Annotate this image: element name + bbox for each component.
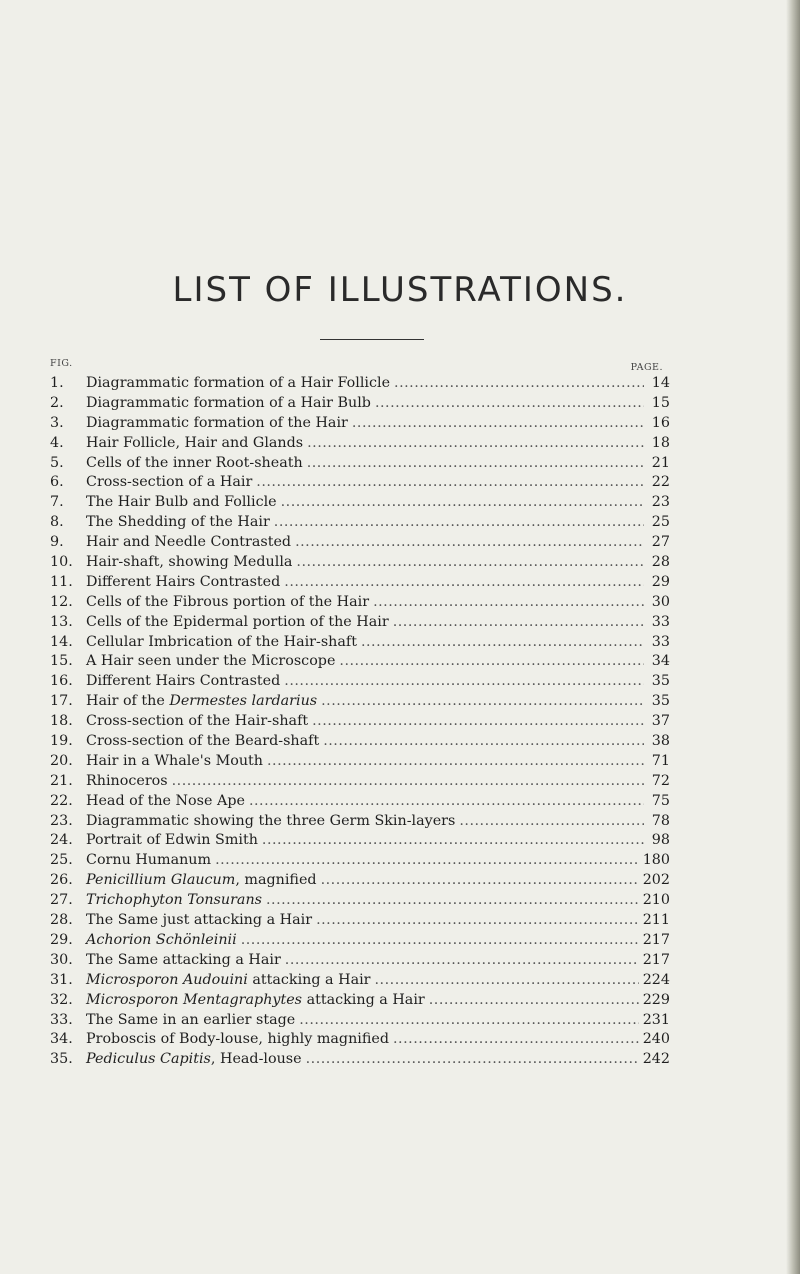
figure-number: 12. — [50, 593, 73, 610]
figure-title — [86, 713, 308, 729]
figure-number: 34. — [50, 1031, 73, 1048]
figure-number: 30. — [50, 951, 73, 968]
figure-number: 33. — [50, 1011, 73, 1028]
figure-title-text: Cross-section of the Hair-shaft — [86, 713, 309, 730]
list-item — [50, 1031, 670, 1051]
list-item — [50, 872, 670, 892]
list-item — [50, 773, 670, 793]
figure-title-text: The Shedding of the Hair — [86, 514, 270, 531]
leader-dots — [339, 653, 644, 669]
figure-number: 31. — [50, 971, 73, 988]
figure-title-text: Portrait of Edwin Smith — [86, 832, 258, 849]
figure-number: 4. — [50, 434, 64, 451]
leader-dots — [393, 614, 644, 630]
page-number: 28 — [651, 554, 670, 571]
list-item — [50, 832, 670, 852]
figure-number: 10. — [50, 554, 73, 571]
figure-title — [86, 693, 317, 709]
figure-title-text: Hair in a Whale's Mouth — [86, 752, 264, 769]
figure-number: 18. — [50, 713, 73, 730]
page-number: 229 — [642, 991, 670, 1008]
figure-title-italic: Pediculus Capitis — [86, 1051, 211, 1068]
figure-title — [86, 832, 258, 848]
figure-title — [86, 514, 270, 530]
list-item — [50, 594, 670, 614]
page-number: 202 — [642, 872, 670, 889]
leader-dots — [321, 693, 644, 709]
page-number: 217 — [642, 931, 670, 948]
title-divider — [320, 339, 424, 340]
figure-title — [86, 554, 292, 570]
page-number: 14 — [651, 375, 670, 391]
leader-dots — [215, 852, 639, 868]
figure-title — [86, 1031, 389, 1047]
list-item — [50, 455, 670, 475]
figure-title-text: Cells of the inner Root-sheath — [86, 454, 303, 471]
figure-title — [86, 793, 245, 809]
figure-title-italic: Dermestes lardarius — [169, 693, 318, 710]
figure-number: 22. — [50, 792, 73, 809]
figure-title-text: Different Hairs Contrasted — [86, 673, 281, 690]
figure-number: 32. — [50, 991, 73, 1008]
page-number: 75 — [651, 792, 670, 809]
figure-title — [86, 395, 371, 411]
list-item — [50, 892, 670, 912]
figure-title-text: Cross-section of the Beard-shaft — [86, 733, 320, 750]
figure-title-text: Hair of the — [86, 693, 170, 710]
page-number: 78 — [651, 812, 670, 829]
page-number: 25 — [651, 514, 670, 531]
figure-title-text: Cross-section of a Hair — [86, 474, 253, 491]
page-number: 98 — [651, 832, 670, 849]
figure-title — [86, 753, 263, 769]
leader-dots — [373, 594, 644, 610]
page-number: 16 — [651, 414, 670, 431]
page-number: 30 — [651, 593, 670, 610]
list-item — [50, 733, 670, 753]
page-number: 180 — [642, 852, 670, 869]
leader-dots — [316, 912, 639, 928]
leader-dots — [267, 753, 644, 769]
figure-title — [86, 733, 319, 749]
leader-dots — [241, 932, 639, 948]
figure-title — [86, 653, 335, 669]
figure-title — [86, 1051, 302, 1067]
leader-dots — [262, 832, 644, 848]
list-item — [50, 653, 670, 673]
list-item — [50, 574, 670, 594]
figure-title-text: Diagrammatic formation of a Hair Bulb — [86, 394, 371, 411]
figure-title-italic: Microsporon Audouini — [86, 971, 248, 988]
page-number: 71 — [651, 752, 670, 769]
list-item — [50, 435, 670, 455]
leader-dots — [394, 375, 644, 391]
figure-title-text: Hair Follicle, Hair and Glands — [86, 434, 304, 451]
figure-title — [86, 534, 291, 550]
figure-title-text: Head of the Nose Ape — [86, 792, 245, 809]
figure-number: 14. — [50, 633, 73, 650]
figure-title-text: Cellular Imbrication of the Hair-shaft — [86, 633, 357, 650]
figure-number: 1. — [50, 375, 64, 391]
list-item — [50, 614, 670, 634]
figure-title-text: The Hair Bulb and Follicle — [86, 494, 277, 511]
figure-title-text: Cells of the Fibrous portion of the Hair — [86, 593, 370, 610]
figure-number: 3. — [50, 414, 64, 431]
list-item — [50, 693, 670, 713]
leader-dots — [296, 554, 644, 570]
figure-title — [86, 594, 369, 610]
leader-dots — [312, 713, 644, 729]
figure-number: 11. — [50, 573, 73, 590]
leader-dots — [284, 673, 644, 689]
figure-number: 26. — [50, 872, 73, 889]
list-item — [50, 514, 670, 534]
figure-title-text: The Same attacking a Hair — [86, 951, 281, 968]
figure-title-text: attacking a Hair — [247, 971, 371, 988]
figure-number: 21. — [50, 772, 73, 789]
figure-title-text: Proboscis of Body-louse, highly magnified — [86, 1031, 390, 1048]
figure-title-text: Hair and Needle Contrasted — [86, 534, 292, 551]
leader-dots — [256, 474, 644, 490]
figure-title — [86, 852, 211, 868]
page-number: 27 — [651, 534, 670, 551]
list-item — [50, 494, 670, 514]
leader-dots — [393, 1031, 639, 1047]
figure-title — [86, 992, 425, 1008]
leader-dots — [299, 1012, 638, 1028]
figure-title-text: Rhinoceros — [86, 772, 168, 789]
figure-number: 15. — [50, 653, 73, 670]
list-item — [50, 852, 670, 872]
leader-dots — [249, 793, 644, 809]
page-number: 210 — [642, 892, 670, 909]
page-number: 23 — [651, 494, 670, 511]
figure-number: 19. — [50, 733, 73, 750]
figure-title — [86, 474, 252, 490]
leader-dots — [285, 952, 639, 968]
figure-title — [86, 1012, 295, 1028]
list-item — [50, 813, 670, 833]
figure-title-text: A Hair seen under the Microscope — [86, 653, 336, 670]
list-item — [50, 534, 670, 554]
page-number: 38 — [651, 733, 670, 750]
fig-column-header: FIG. — [50, 358, 73, 369]
page-number: 242 — [642, 1051, 670, 1068]
figure-title-text: Diagrammatic showing the three Germ Skin-layers — [86, 812, 456, 829]
leader-dots — [306, 1051, 639, 1067]
figure-title-text: Diagrammatic formation of the Hair — [86, 414, 348, 431]
list-item — [50, 932, 670, 952]
page-number: 224 — [642, 971, 670, 988]
leader-dots — [284, 574, 644, 590]
list-item — [50, 554, 670, 574]
figure-number: 2. — [50, 394, 64, 411]
figure-number: 17. — [50, 693, 73, 710]
page-number: 217 — [642, 951, 670, 968]
figure-title-text: Hair-shaft, showing Medulla — [86, 554, 293, 571]
figure-title-italic: Trichophyton Tonsurans — [86, 892, 262, 909]
figure-title-italic: Achorion Schönleinii — [86, 931, 237, 948]
page-number: 34 — [651, 653, 670, 670]
figure-number: 16. — [50, 673, 73, 690]
figure-title — [86, 574, 280, 590]
list-item — [50, 415, 670, 435]
figure-number: 28. — [50, 912, 73, 929]
page-title: LIST OF ILLUSTRATIONS. — [172, 270, 628, 310]
figure-title — [86, 614, 389, 630]
list-item — [50, 912, 670, 932]
page-number: 35 — [651, 693, 670, 710]
figure-title — [86, 932, 237, 948]
figure-number: 7. — [50, 494, 64, 511]
figure-title-text: Different Hairs Contrasted — [86, 573, 281, 590]
figure-title — [86, 494, 277, 510]
figure-title — [86, 872, 317, 888]
figure-title — [86, 415, 348, 431]
leader-dots — [361, 634, 644, 650]
figure-number: 5. — [50, 454, 64, 471]
figure-title-text: attacking a Hair — [302, 991, 425, 1008]
figure-title — [86, 375, 390, 391]
figure-title-text: Cells of the Epidermal portion of the Hair — [86, 613, 389, 630]
figure-number: 9. — [50, 534, 64, 551]
leader-dots — [274, 514, 644, 530]
list-item — [50, 952, 670, 972]
figure-number: 6. — [50, 474, 64, 491]
figure-title-text: The Same in an earlier stage — [86, 1011, 296, 1028]
figure-title — [86, 912, 312, 928]
figure-title — [86, 435, 303, 451]
page-number: 15 — [651, 394, 670, 411]
figure-number: 8. — [50, 514, 64, 531]
page-number: 33 — [651, 633, 670, 650]
page-number: 72 — [651, 772, 670, 789]
figure-number: 29. — [50, 931, 73, 948]
leader-dots — [307, 455, 644, 471]
list-item — [50, 753, 670, 773]
list-item — [50, 375, 670, 395]
figure-title-text: The Same just attacking a Hair — [86, 912, 313, 929]
page-number: 37 — [651, 713, 670, 730]
figure-number: 35. — [50, 1051, 73, 1068]
list-item — [50, 1012, 670, 1032]
page-number: 18 — [651, 434, 670, 451]
list-item — [50, 474, 670, 494]
figure-number: 23. — [50, 812, 73, 829]
figure-title — [86, 634, 357, 650]
leader-dots — [266, 892, 639, 908]
figure-title — [86, 952, 281, 968]
illustrations-list — [50, 375, 670, 1071]
figure-title-text: , Head-louse — [210, 1051, 302, 1068]
page-number: 29 — [651, 573, 670, 590]
leader-dots — [307, 435, 644, 451]
figure-number: 24. — [50, 832, 73, 849]
leader-dots — [375, 395, 644, 411]
list-item — [50, 395, 670, 415]
figure-number: 13. — [50, 613, 73, 630]
page-number: 21 — [651, 454, 670, 471]
figure-number: 20. — [50, 752, 73, 769]
leader-dots — [429, 992, 639, 1008]
page-edge-shadow — [786, 0, 800, 1274]
page-number: 240 — [642, 1031, 670, 1048]
leader-dots — [375, 972, 639, 988]
figure-title — [86, 773, 168, 789]
list-item — [50, 793, 670, 813]
figure-title-italic: Microsporon Mentagraphytes — [86, 991, 303, 1008]
page-number: 22 — [651, 474, 670, 491]
leader-dots — [321, 872, 639, 888]
figure-title-italic: Penicillium Glaucum — [86, 872, 236, 889]
figure-title — [86, 673, 280, 689]
page-number: 33 — [651, 613, 670, 630]
figure-number: 27. — [50, 892, 73, 909]
page-column-header: PAGE. — [630, 362, 663, 373]
list-item — [50, 1051, 670, 1071]
list-item — [50, 713, 670, 733]
figure-number: 25. — [50, 852, 73, 869]
list-item — [50, 673, 670, 693]
page-number: 35 — [651, 673, 670, 690]
figure-title — [86, 813, 455, 829]
figure-title — [86, 892, 262, 908]
list-item — [50, 992, 670, 1012]
leader-dots — [172, 773, 644, 789]
figure-title — [86, 972, 371, 988]
leader-dots — [323, 733, 644, 749]
page-number: 211 — [642, 912, 670, 929]
list-item — [50, 972, 670, 992]
figure-title-text: Diagrammatic formation of a Hair Follicle — [86, 375, 391, 391]
figure-title-text: , magnified — [235, 872, 317, 889]
leader-dots — [459, 813, 644, 829]
figure-title — [86, 455, 303, 471]
leader-dots — [352, 415, 644, 431]
leader-dots — [295, 534, 644, 550]
list-item — [50, 634, 670, 654]
leader-dots — [281, 494, 644, 510]
figure-title-text: Cornu Humanum — [86, 852, 212, 869]
page-number: 231 — [642, 1011, 670, 1028]
